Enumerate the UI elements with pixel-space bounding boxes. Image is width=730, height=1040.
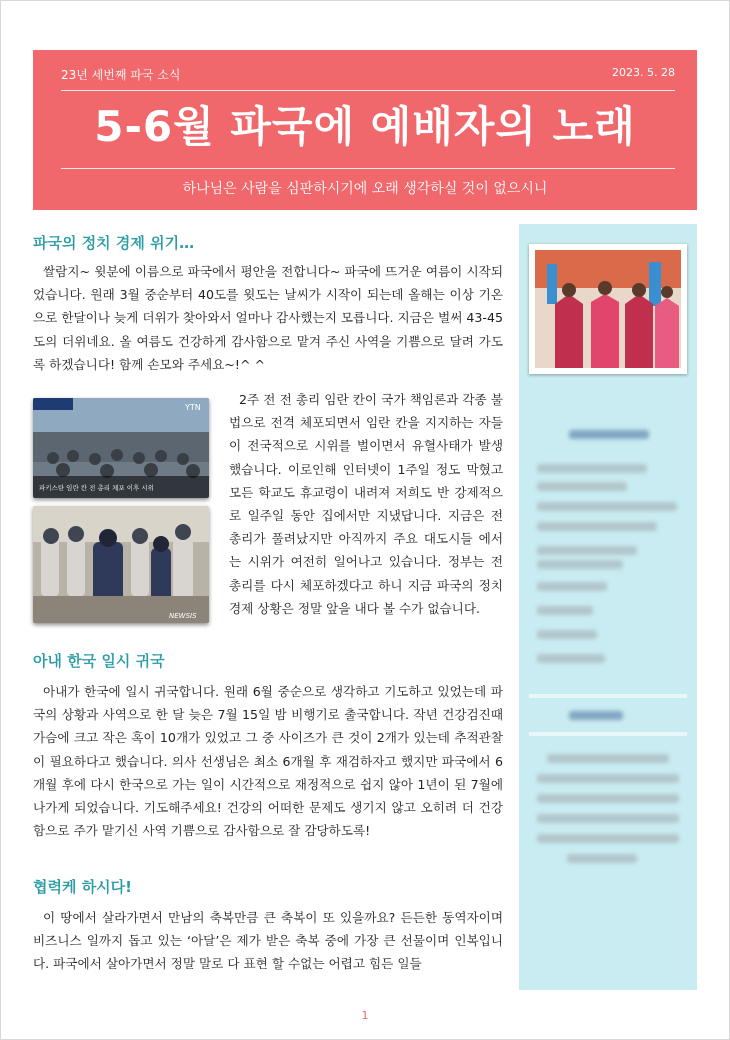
issue-label: 23년 세번째 파국 소식 xyxy=(61,68,181,82)
blurred-line xyxy=(537,774,679,783)
paragraph-politics: 2주 전 전 총리 임란 칸이 국가 책임론과 각종 불법으로 전격 체포되면서 임란 칸을 지지하는 자들이 전국적으로 시위를 벌이면서 유혈사태가 발생했습니다. 이로인해 인터넷이 1주일 정도 막혔고 모든 학교도 휴교령이 내려져 저희도 반 강제적으로 일주일 동안 집에서만 지냈답니다. 지금은 전 총리가 풀려났지만 아직까지 주요 대도시들 에서는 시위가 여전히 일어나고 있습니다. 정부는 전 총리를 다시 체포하겠다고 하니 지금 파국의 정치 경제 상황은 정말 앞을 내다 볼 수가 없습니다. xyxy=(229,392,503,616)
protest-news-photo xyxy=(33,398,209,498)
blurred-line xyxy=(537,630,597,639)
blurred-line xyxy=(537,814,679,823)
blurred-line xyxy=(537,834,679,843)
blurred-heading xyxy=(569,430,649,439)
news-channel-logo: YTN xyxy=(185,403,201,412)
blurred-line xyxy=(537,502,677,511)
issue-date: 2023. 5. 28 xyxy=(612,66,675,79)
blurred-line xyxy=(537,794,679,803)
blurred-line xyxy=(537,582,607,591)
sidebar xyxy=(519,224,697,990)
sidebar-divider xyxy=(529,694,687,698)
sidebar-divider xyxy=(529,732,687,736)
blurred-line xyxy=(537,482,627,491)
newsletter-title: 5-6월 파국에 예배자의 노래 xyxy=(94,102,636,151)
blurred-line xyxy=(537,522,657,531)
header-banner xyxy=(33,50,697,210)
blurred-line xyxy=(537,560,623,569)
section-heading-wife-visit: 아내 한국 일시 귀국 xyxy=(33,652,165,670)
photo-agency-logo: NEWSIS xyxy=(169,612,197,620)
blurred-line xyxy=(547,754,669,763)
blurred-line xyxy=(537,606,593,615)
page-number: 1 xyxy=(361,1009,369,1022)
blurred-heading xyxy=(569,711,623,720)
blurred-line xyxy=(567,854,637,863)
section-heading-cooperation: 협력케 하시다! xyxy=(33,878,133,896)
sidebar-photo xyxy=(529,244,687,374)
paragraph-greeting: 쌀람지~ 윗분에 이름으로 파국에서 평안을 전합니다~ 파국에 뜨거운 여름이 시작되었습니다. 원래 3월 중순부터 40도를 윗도는 날씨가 시작이 되는데 올해는 이상 기온으로 한달이나 늦게 더위가 찾아와서 얼마나 감사했는지 모릅니다. 지금은 벌써 43-45도의 더위네요. 올 여름도 건강하게 감사함으로 맡겨 주신 사역을 기쁨으로 달려 가도록 하겠습니다! 함께 손모와 주세요~!^ ^ xyxy=(33,264,503,372)
news-caption: 파키스탄 임란 칸 전 총리 체포 이후 시위 xyxy=(39,484,154,492)
paragraph-wife-visit: 아내가 한국에 일시 귀국합니다. 원래 6월 중순으로 생각하고 기도하고 있었는데 파국의 상황과 사역으로 한 달 늦은 7월 15일 밤 비행기로 출국합니다. 작년 건강검진때 가슴에 크고 작은 혹이 10개가 있었고 그 중 사이즈가 큰 것이 2개가 있는데 추적관찰이 필요하다고 했습니다. 의사 선생님은 최소 6개월 후 재검하자고 했지만 파국에서 6개월 후에 다시 한국으로 가는 일이 시간적으로 재정적으로 쉽지 않아 1년이 된 7월에 나가게 되었습니다. 기도해주세요! 건강의 어떠한 문제도 생기지 않고 오히려 더 건강함으로 주가 맡기신 사역 기쁨으로 감사함으로 잘 감당하도록! xyxy=(33,684,503,839)
riot-police-photo xyxy=(33,506,209,623)
newsletter-subtitle: 하나님은 사람을 심판하시기에 오래 생각하실 것이 없으시니 xyxy=(182,181,548,197)
blurred-line xyxy=(537,654,605,663)
blurred-line xyxy=(537,464,647,473)
header-divider-top xyxy=(61,90,675,91)
header-divider-bottom xyxy=(61,168,675,169)
paragraph-cooperation: 이 땅에서 살라가면서 만남의 축복만큼 큰 축복이 또 있을까요? 든든한 동역자이며 비즈니스 일까지 돕고 있는 ‘아달’은 제가 받은 축복 중에 가장 큰 선물이며 인복입니다. 파국에서 살아가면서 정말 말로 다 표현 할 수없는 어렵고 힘든 일들 xyxy=(33,910,503,972)
section-heading-politics: 파국의 정치 경제 위기… xyxy=(33,234,195,252)
blurred-line xyxy=(537,546,637,555)
